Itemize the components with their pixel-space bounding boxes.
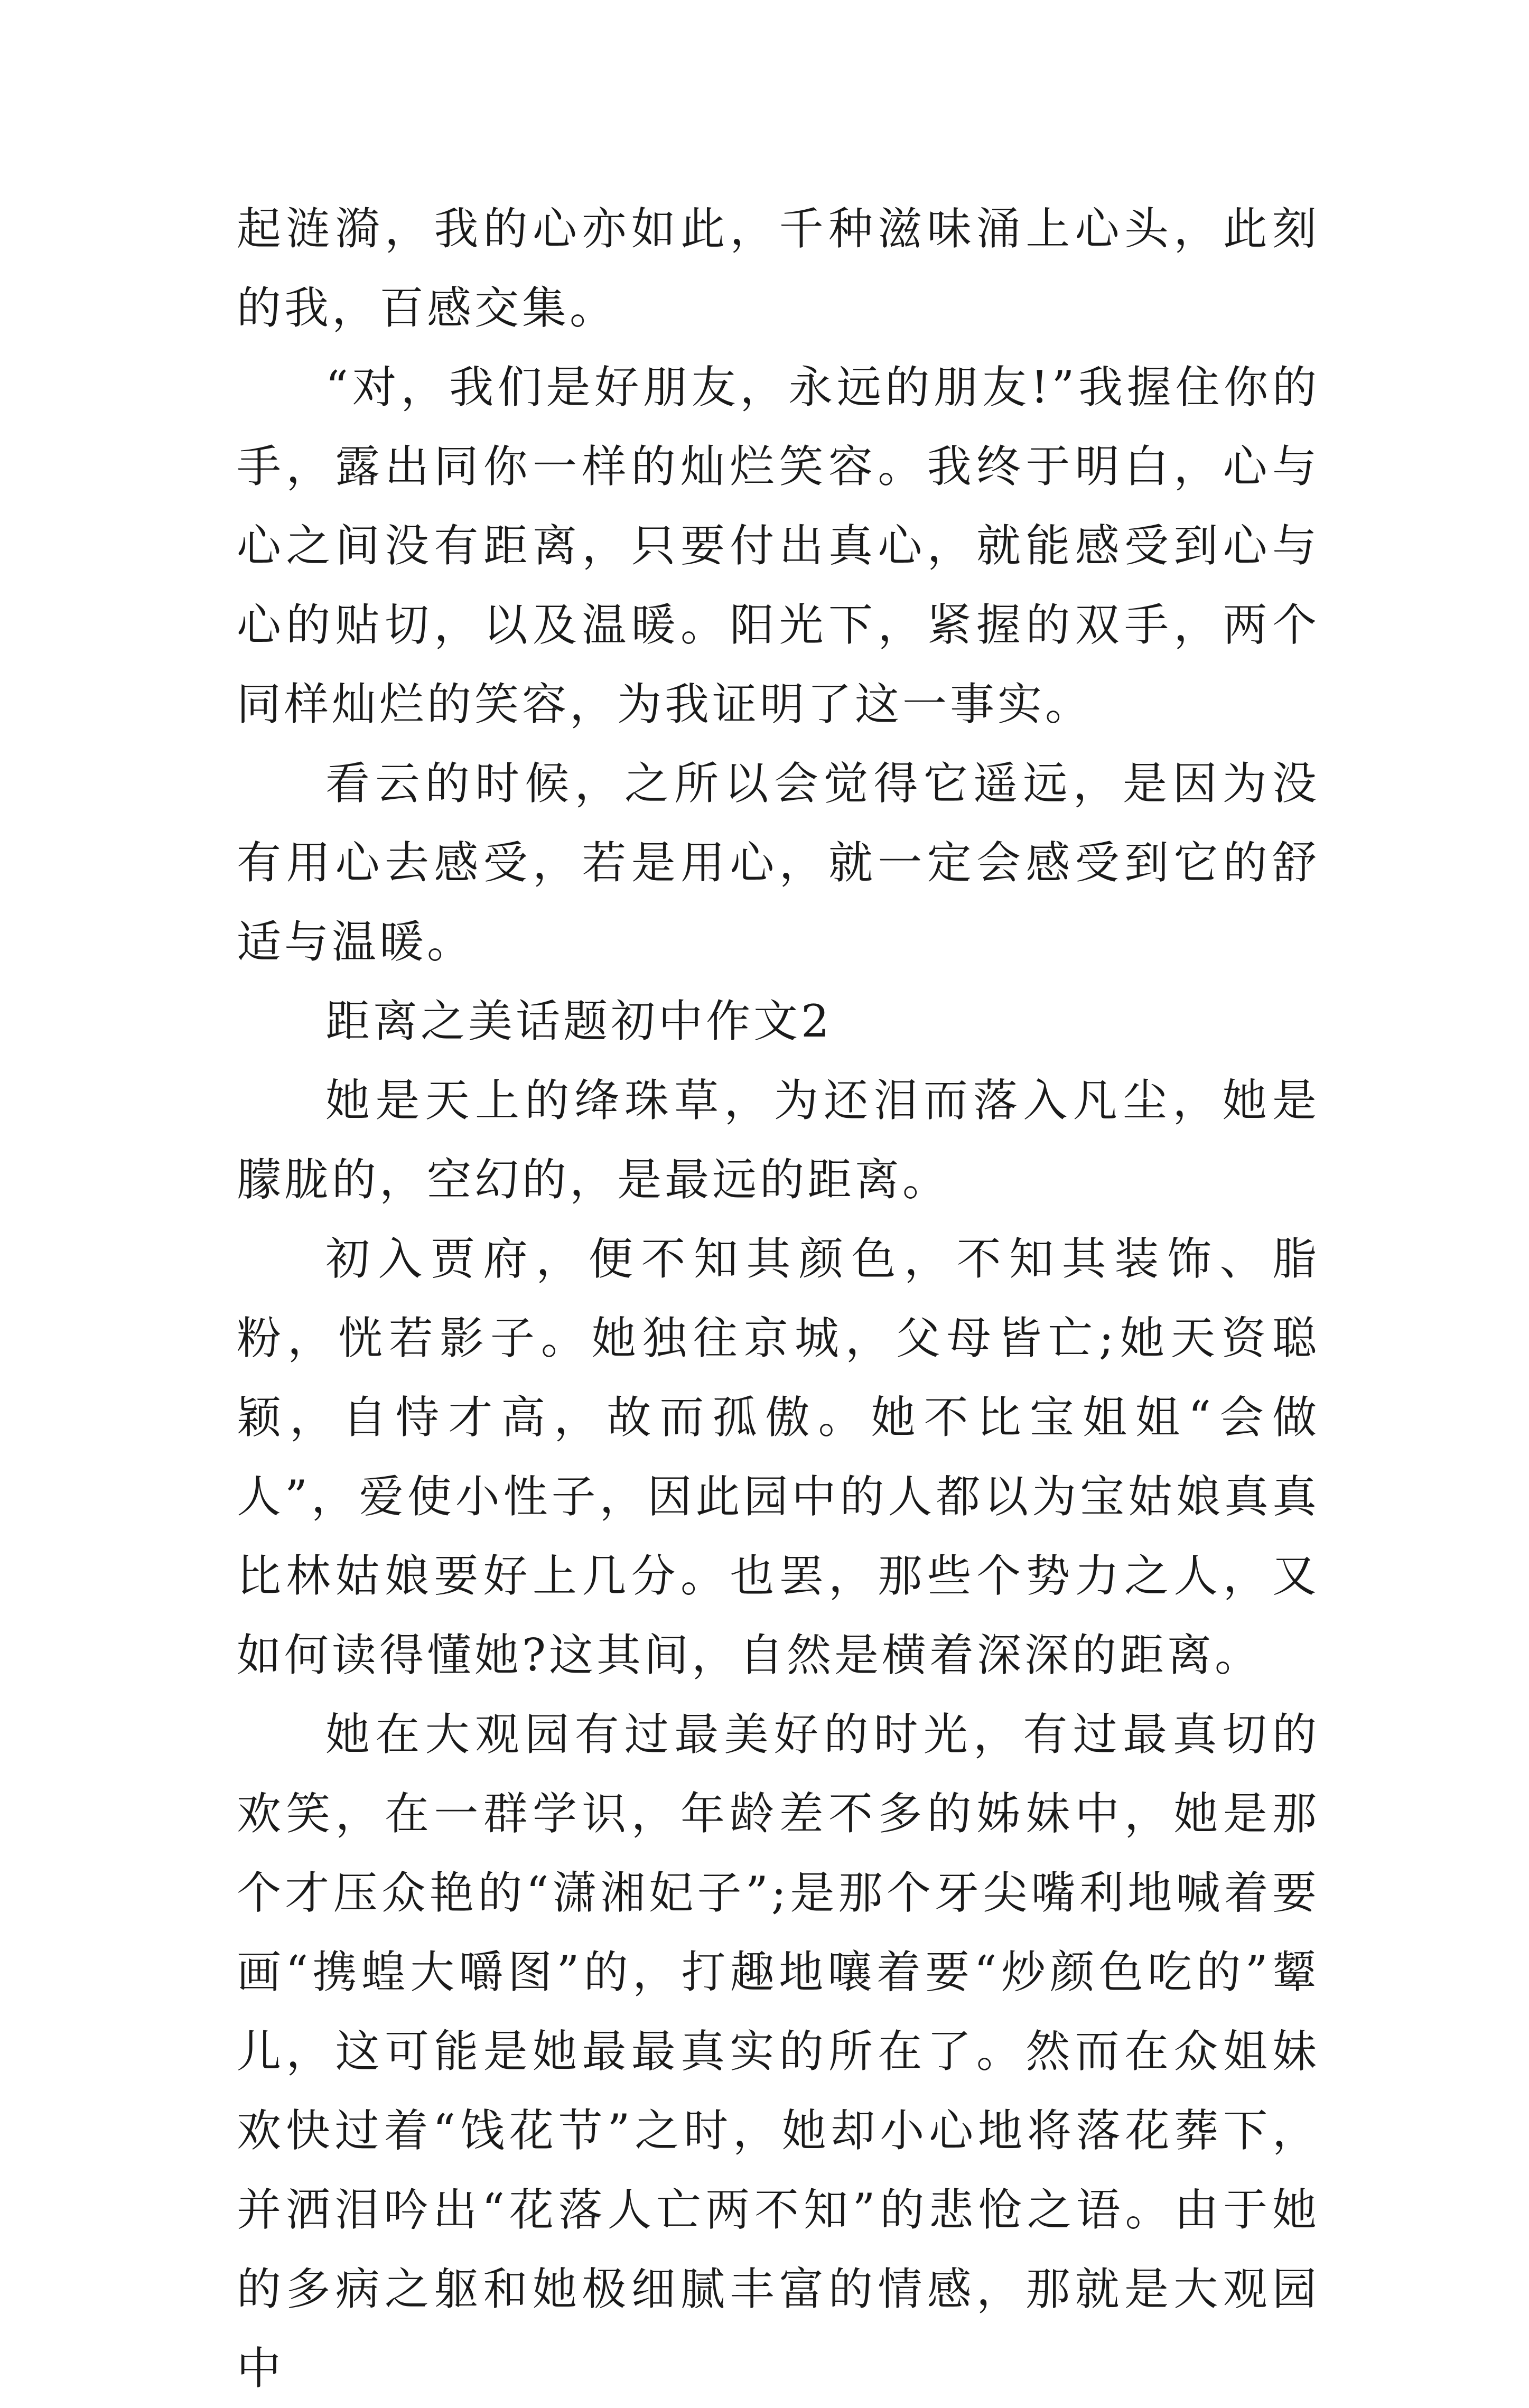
paragraph-2: “对，我们是好朋友，永远的朋友!”我握住你的手，露出同你一样的灿烂笑容。我终于明白，心与心之间没有距离，只要付出真心，就能感受到心与心的贴切，以及温暖。阳光下，紧握的双手，两个同样灿烂的笑容，为我证明了这一事实。 <box>237 361 1320 730</box>
paragraph-3: 看云的时候，之所以会觉得它遥远，是因为没有用心去感受，若是用心，就一定会感受到它的舒适与温暖。 <box>237 758 1320 968</box>
paragraph-5: 她是天上的绛珠草，为还泪而落入凡尘，她是朦胧的，空幻的，是最远的距离。 <box>237 1075 1320 1206</box>
paragraph-1: 起涟漪，我的心亦如此，千种滋味涌上心头，此刻的我，百感交集。 <box>237 203 1320 334</box>
paragraph-7: 她在大观园有过最美好的时光，有过最真切的欢笑，在一群学识，年龄差不多的姊妹中，她是那个才压众艳的“潇湘妃子”;是那个牙尖嘴利地喊着要画“携蝗大嚼图”的，打趣地嚷着要“炒颜色吃的”颦儿，这可能是她最最真实的所在了。然而在众姐妹欢快过着“饯花节”之时，她却小心地将落花葬下，并洒泪吟出“花落人亡两不知”的悲怆之语。由于她的多病之躯和她极细腻丰富的情感，那就是大观园中 <box>237 1709 1320 2394</box>
document-body <box>237 189 1320 2408</box>
paragraph-6: 初入贾府，便不知其颜色，不知其装饰、脂粉，恍若影子。她独往京城，父母皆亡;她天资聪颖，自恃才高，故而孤傲。她不比宝姐姐“会做人”，爱使小性子，因此园中的人都以为宝姑娘真真比林姑娘要好上几分。也罢，那些个势力之人，又如何读得懂她?这其间，自然是横着深深的距离。 <box>237 1233 1320 1681</box>
essay-title: 距离之美话题初中作文2 <box>325 995 833 1047</box>
